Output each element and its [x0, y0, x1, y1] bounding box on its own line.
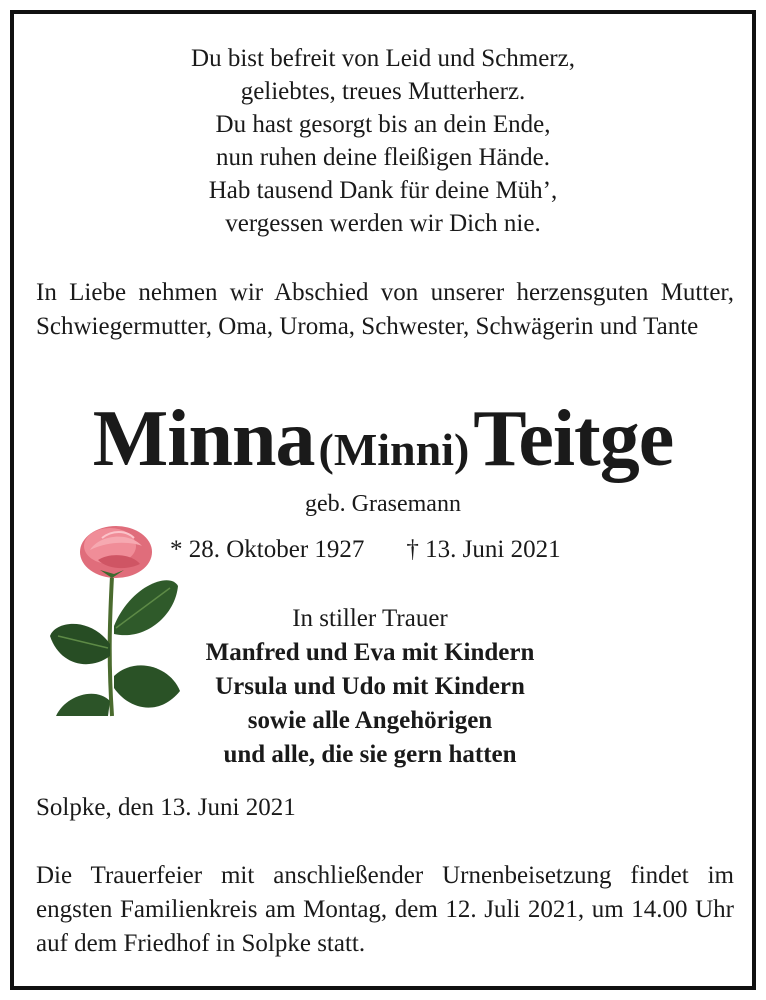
intro-text: In Liebe nehmen wir Abschied von unserer herzensguten Mutter, Schwiegermutter, Oma, Uroma, Schwester, Schwägerin und Tante	[36, 279, 734, 340]
poem-line: Du bist befreit von Leid und Schmerz,	[191, 45, 575, 72]
mourners-heading: In stiller Trauer	[292, 605, 448, 632]
poem-line: nun ruhen deine fleißigen Hände.	[216, 144, 550, 171]
poem-line: geliebtes, treues Mutterherz.	[240, 78, 526, 105]
death-date: † 13. Juni 2021	[406, 536, 561, 563]
deceased-name	[14, 394, 752, 506]
birth-date: * 28. Oktober 1927	[170, 536, 365, 563]
poem-line: Hab tausend Dank für deine Müh’,	[208, 177, 558, 204]
poem-line: vergessen werden wir Dich nie.	[225, 210, 541, 237]
funeral-notice: Die Trauerfeier mit anschließender Urnenbeisetzung findet im engsten Familienkreis am Montag, dem 12. Juli 2021, um 14.00 Uhr auf dem Friedhof in Solpke statt.	[36, 862, 734, 957]
nickname: (Minni)	[318, 424, 470, 475]
life-dates	[170, 536, 561, 564]
maiden-name: geb. Grasemann	[305, 491, 461, 517]
rose-icon	[40, 516, 186, 722]
last-name: Teitge	[473, 395, 674, 483]
mourners-block	[180, 602, 560, 772]
mourner-line: sowie alle Angehörigen	[247, 707, 493, 734]
mourner-line: Ursula und Udo mit Kindern	[215, 673, 525, 700]
place-date: Solpke, den 13. Juni 2021	[36, 794, 296, 821]
poem	[14, 42, 752, 240]
first-name: Minna	[92, 395, 315, 483]
mourner-line: Manfred und Eva mit Kindern	[205, 639, 535, 666]
obituary-frame	[10, 10, 756, 990]
mourner-line: und alle, die sie gern hatten	[223, 741, 517, 768]
poem-line: Du hast gesorgt bis an dein Ende,	[215, 111, 551, 138]
